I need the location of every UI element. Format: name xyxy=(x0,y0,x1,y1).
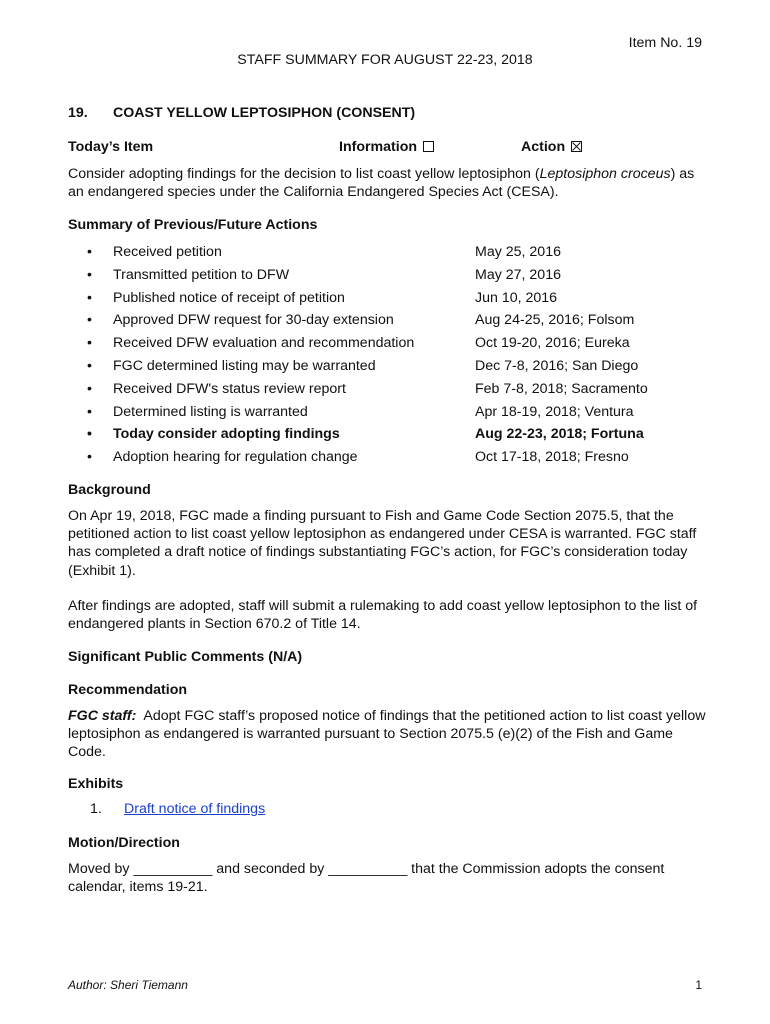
bullet-icon: • xyxy=(87,335,92,352)
action-event: Adoption hearing for regulation change xyxy=(113,449,358,466)
action-date: Aug 22-23, 2018; Fortuna xyxy=(475,426,644,443)
action-date: Oct 19-20, 2016; Eureka xyxy=(475,335,630,352)
bullet-icon: • xyxy=(87,289,92,306)
information-label: Information xyxy=(339,139,418,155)
action-date: May 25, 2016 xyxy=(475,244,561,260)
recommendation-label: FGC staff: xyxy=(68,708,137,724)
public-comments-heading: Significant Public Comments (N/A) xyxy=(68,649,303,665)
exhibit-number: 1. xyxy=(90,801,102,817)
action-event: Today consider adopting findings xyxy=(113,426,340,443)
action-date: Feb 7-8, 2018; Sacramento xyxy=(475,380,648,397)
background-paragraph-1: On Apr 19, 2018, FGC made a finding pursuant to Fish and Game Code Section 2075.5, that the petitioned action to list coast yellow leptosiphon as endangered under CESA is warranted. FGC staff has completed a draft notice of findings substantiating FGC’s action, for FGC’s consideration today (Exhibit 1). xyxy=(68,508,697,579)
action-item xyxy=(68,357,708,380)
bullet-icon: • xyxy=(87,244,92,260)
exhibit-link-draft-notice[interactable]: Draft notice of findings xyxy=(124,801,266,817)
previous-actions-heading: Summary of Previous/Future Actions xyxy=(68,217,318,233)
action-date: Jun 10, 2016 xyxy=(475,289,558,306)
action-item xyxy=(68,425,708,448)
bullet-icon: • xyxy=(87,380,92,397)
action-event: Received petition xyxy=(113,244,222,260)
action-item xyxy=(68,266,708,289)
todays-item-label: Today’s Item xyxy=(68,139,154,155)
recommendation-text xyxy=(68,707,708,762)
action-event: FGC determined listing may be warranted xyxy=(113,357,376,374)
action-event: Approved DFW request for 30-day extension xyxy=(113,312,394,329)
action-event: Transmitted petition to DFW xyxy=(113,266,290,283)
information-checkbox xyxy=(423,141,434,152)
action-date: Dec 7-8, 2016; San Diego xyxy=(475,357,639,374)
species-name: Leptosiphon croceus xyxy=(539,166,671,182)
bullet-icon: • xyxy=(87,426,92,443)
previous-actions-list xyxy=(68,243,708,471)
action-date: Oct 17-18, 2018; Fresno xyxy=(475,449,629,466)
recommendation-body: Adopt FGC staff’s proposed notice of findings that the petitioned action to list coast yellow leptosiphon as endangered is warranted pursuant to Section 2075.5 (e)(2) of the Fish and Game Code. xyxy=(68,708,706,761)
action-item xyxy=(68,289,708,312)
motion-heading: Motion/Direction xyxy=(68,835,180,851)
item-title: COAST YELLOW LEPTOSIPHON (CONSENT) xyxy=(113,105,416,121)
exhibits-heading: Exhibits xyxy=(68,776,124,792)
action-item xyxy=(68,448,708,471)
motion-text: Moved by __________ and seconded by __________ that the Commission adopts the consent calendar, items 19-21. xyxy=(68,861,665,896)
summary-title: STAFF SUMMARY FOR AUGUST 22-23, 2018 xyxy=(237,52,533,68)
action-event: Received DFW evaluation and recommendation xyxy=(113,335,415,352)
todays-item-description xyxy=(68,165,708,201)
item-index: 19. xyxy=(68,105,88,121)
background-heading: Background xyxy=(68,482,151,498)
action-date: Apr 18-19, 2018; Ventura xyxy=(475,403,634,420)
action-event: Received DFW's status review report xyxy=(113,380,346,397)
action-item xyxy=(68,403,708,426)
bullet-icon: • xyxy=(87,357,92,374)
page-number: 1 xyxy=(695,978,702,992)
information-option xyxy=(339,139,434,155)
action-option xyxy=(521,139,582,155)
footer-author: Author: Sheri Tiemann xyxy=(68,978,188,992)
background-paragraph-2: After findings are adopted, staff will submit a rulemaking to add coast yellow leptosiphon to the list of endangered plants in Section 670.2 of Title 14. xyxy=(68,598,698,633)
action-date: Aug 24-25, 2016; Folsom xyxy=(475,312,635,329)
item-number: Item No. 19 xyxy=(628,35,702,51)
action-checkbox xyxy=(571,141,582,152)
bullet-icon: • xyxy=(87,449,92,466)
action-date: May 27, 2016 xyxy=(475,266,561,283)
bullet-icon: • xyxy=(87,312,92,329)
action-label: Action xyxy=(521,139,566,155)
action-item xyxy=(68,311,708,334)
recommendation-heading: Recommendation xyxy=(68,682,188,698)
bullet-icon: • xyxy=(87,403,92,420)
action-item xyxy=(68,380,708,403)
description-text-end: ) as an endangered species under the California Endangered Species Act (CESA). xyxy=(68,166,695,201)
action-event: Published notice of receipt of petition xyxy=(113,289,345,306)
bullet-icon: • xyxy=(87,266,92,283)
action-event: Determined listing is warranted xyxy=(113,403,308,420)
description-text: Consider adopting findings for the decision to list coast yellow leptosiphon ( xyxy=(68,166,540,182)
action-item xyxy=(68,334,708,357)
action-item xyxy=(68,243,708,266)
